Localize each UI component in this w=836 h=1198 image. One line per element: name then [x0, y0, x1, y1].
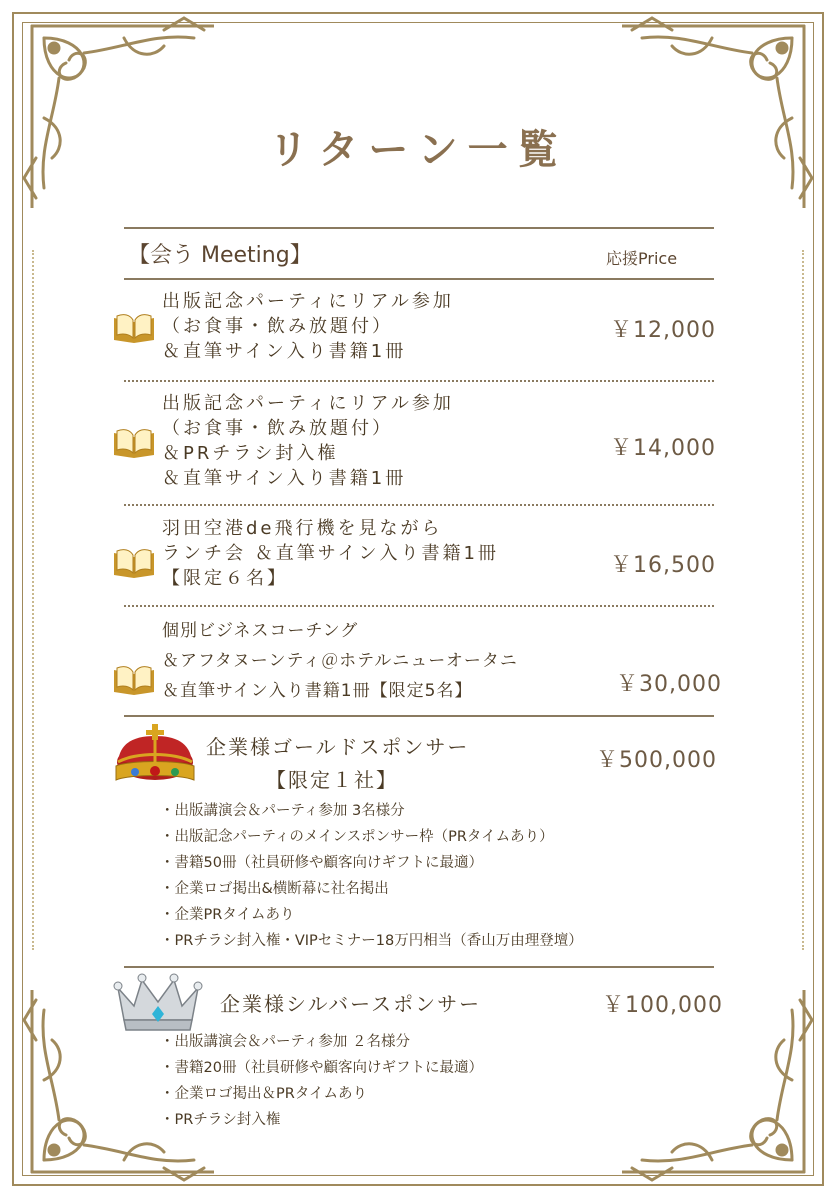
list-item: ・出版講演会＆パーティ参加 3名様分 [160, 803, 405, 819]
item-2-line-3: ＆PRチラシ封入権 [162, 443, 339, 464]
book-icon [112, 545, 156, 579]
item-3-description [162, 516, 499, 591]
gold-sponsor-price: ￥500,000 [596, 748, 717, 773]
item-2-line-4: ＆直筆サイン入り書籍1冊 [162, 468, 407, 489]
book-icon [112, 425, 156, 459]
left-dotted-border [32, 250, 34, 950]
list-item: ・出版講演会＆パーティ参加 ２名様分 [160, 1034, 410, 1050]
item-3-line-2: ランチ会 ＆直筆サイン入り書籍1冊 [162, 543, 499, 564]
gold-crown-icon [110, 722, 200, 788]
item-4-line-3: ＆直筆サイン入り書籍1冊【限定5名】 [162, 681, 473, 701]
divider [124, 504, 714, 506]
section-heading-meeting: 【会う Meeting】 [128, 243, 312, 268]
item-1-line-2: （お食事・飲み放題付） [162, 316, 393, 337]
gold-sponsor-benefits [160, 798, 583, 954]
item-4-description [162, 616, 518, 706]
item-4-price: ￥30,000 [616, 672, 722, 697]
right-dotted-border [802, 250, 804, 950]
item-3-line-1: 羽田空港de飛行機を見ながら [162, 518, 443, 539]
silver-sponsor-benefits [160, 1029, 483, 1133]
item-1-price: ￥12,000 [610, 318, 716, 343]
price-column-heading: 応援Price [606, 249, 678, 268]
divider [124, 605, 714, 607]
header-top-rule [124, 227, 714, 229]
ornament-corner-top-left [14, 8, 214, 208]
section-rule [124, 715, 714, 717]
gold-sponsor-limit: 【限定１社】 [266, 768, 398, 792]
list-item: ・PRチラシ封入権 [160, 1112, 281, 1128]
list-item: ・書籍20冊（社員研修や顧客向けギフトに最適） [160, 1060, 483, 1076]
item-4-line-2: ＆アフタヌーンティ＠ホテルニューオータニ [162, 651, 518, 671]
silver-sponsor-title: 企業様シルバースポンサー [220, 992, 482, 1016]
item-2-line-2: （お食事・飲み放題付） [162, 418, 393, 439]
list-item: ・書籍50冊（社員研修や顧客向けギフトに最適） [160, 855, 483, 871]
item-3-line-3: 【限定６名】 [162, 568, 288, 589]
item-2-price: ￥14,000 [610, 436, 716, 461]
ornament-corner-bottom-right [622, 990, 822, 1190]
gold-sponsor-title: 企業様ゴールドスポンサー [206, 735, 470, 759]
book-icon [112, 662, 156, 696]
silver-sponsor-price: ￥100,000 [602, 993, 723, 1018]
item-4-line-1: 個別ビジネスコーチング [162, 621, 359, 641]
list-item: ・企業ロゴ掲出&横断幕に社名掲出 [160, 881, 389, 897]
item-2-description [162, 391, 454, 491]
section-rule [124, 966, 714, 968]
page-title: リターン一覧 [268, 127, 568, 173]
list-item: ・企業ロゴ掲出＆PRタイムあり [160, 1086, 368, 1102]
item-1-line-1: 出版記念パーティにリアル参加 [162, 291, 454, 312]
item-2-line-1: 出版記念パーティにリアル参加 [162, 393, 454, 414]
ornament-corner-top-right [622, 8, 822, 208]
list-item: ・PRチラシ封入権・VIPセミナー18万円相当（香山万由理登壇） [160, 933, 583, 949]
list-item: ・出版記念パーティのメインスポンサー枠（PRタイムあり） [160, 829, 554, 845]
item-3-price: ￥16,500 [610, 553, 716, 578]
list-item: ・企業PRタイムあり [160, 907, 295, 923]
book-icon [112, 310, 156, 344]
divider [124, 380, 714, 382]
item-1-line-3: ＆直筆サイン入り書籍1冊 [162, 341, 407, 362]
header-bottom-rule [124, 278, 714, 280]
silver-crown-icon [112, 972, 204, 1034]
item-1-description [162, 289, 454, 364]
